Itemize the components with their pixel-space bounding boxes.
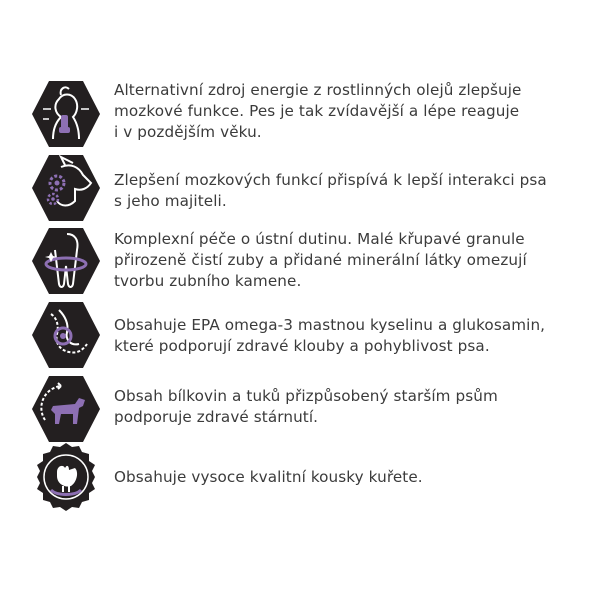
dog-walking-icon <box>31 374 101 444</box>
feature-text: Obsahuje vysoce kvalitní kousky kuřete. <box>114 468 423 486</box>
brain-energy-icon <box>31 79 101 149</box>
chicken-seal-icon <box>31 442 101 512</box>
feature-text: Obsah bílkovin a tuků přizpůsobený starším psům podporuje zdravé stárnutí. <box>114 387 498 426</box>
feature-text: Komplexní péče o ústní dutinu. Malé křupavé granule přirozeně čistí zuby a přidané minerální látky omezují tvorbu zubního kamene. <box>114 230 527 290</box>
feature-text: Alternativní zdroj energie z rostlinných olejů zlepšuje mozkové funkce. Pes je tak zvídavější a lépe reaguje i v pozdějším věku. <box>114 81 522 141</box>
joint-icon <box>31 300 101 370</box>
tooth-icon <box>31 226 101 296</box>
dog-head-gears-icon <box>31 153 101 223</box>
feature-text: Zlepšení mozkových funkcí přispívá k lepší interakci psa s jeho majiteli. <box>114 171 547 210</box>
feature-text: Obsahuje EPA omega-3 mastnou kyselinu a glukosamin, které podporují zdravé klouby a pohyblivost psa. <box>114 316 546 355</box>
